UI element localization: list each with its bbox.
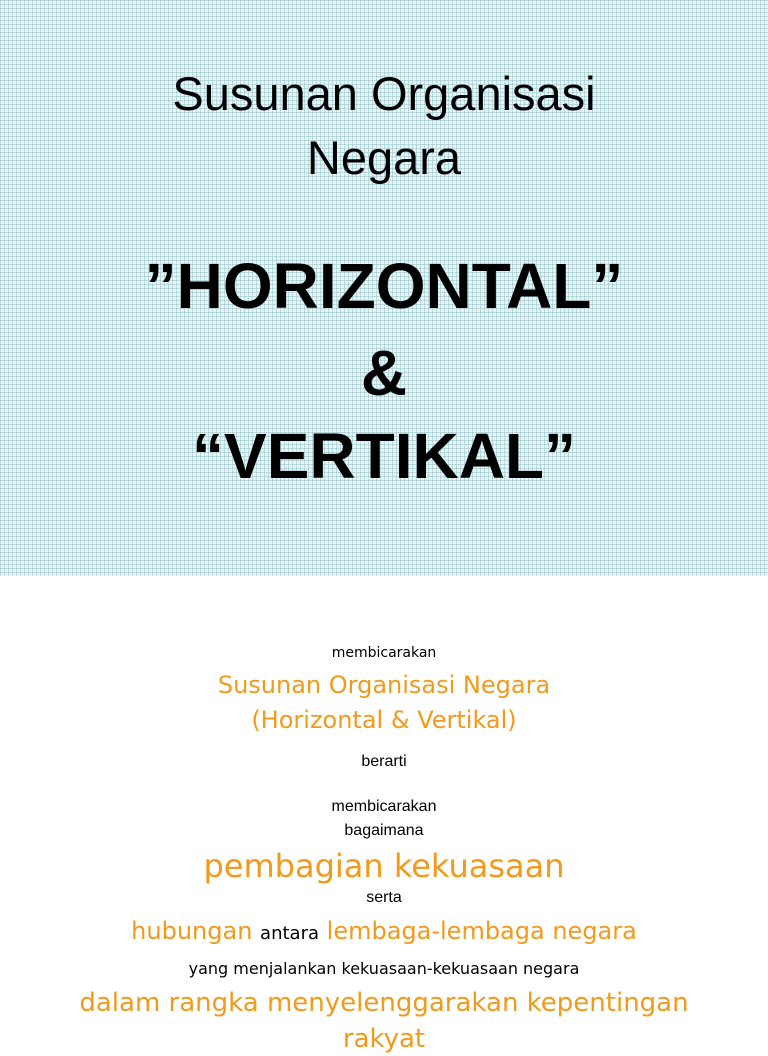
explanation-slide xyxy=(0,576,768,1054)
ampersand-heading: & xyxy=(360,337,408,409)
dalam-rangka-text: dalam rangka menyelenggarakan kepentingan xyxy=(79,988,689,1018)
lembaga-text: lembaga-lembaga negara xyxy=(326,917,637,945)
berarti-text: berarti xyxy=(361,753,407,770)
slide-title-line-2: Negara xyxy=(306,131,462,184)
membicarakan-text-2: membicarakan xyxy=(331,798,437,815)
antara-text: antara xyxy=(260,923,320,944)
membicarakan-text-1: membicarakan xyxy=(331,645,437,661)
slide-title-line-1: Susunan Organisasi xyxy=(172,67,596,120)
horizontal-heading: ”HORIZONTAL” xyxy=(144,250,624,322)
hubungan-text: hubungan xyxy=(131,917,253,945)
vertikal-heading: “VERTIKAL” xyxy=(192,420,576,492)
pembagian-kekuasaan-text: pembagian kekuasaan xyxy=(203,847,565,885)
yang-menjalankan-text: yang menjalankan kekuasaan-kekuasaan negara xyxy=(188,959,580,978)
subject-line-2: (Horizontal & Vertikal) xyxy=(251,706,517,734)
bagaimana-text: bagaimana xyxy=(344,822,424,839)
subject-line-1: Susunan Organisasi Negara xyxy=(217,671,551,699)
slide-title xyxy=(0,62,768,190)
serta-text: serta xyxy=(366,889,402,906)
hubungan-line xyxy=(0,915,768,950)
cut-off-line-text: rakyat xyxy=(342,1024,426,1054)
